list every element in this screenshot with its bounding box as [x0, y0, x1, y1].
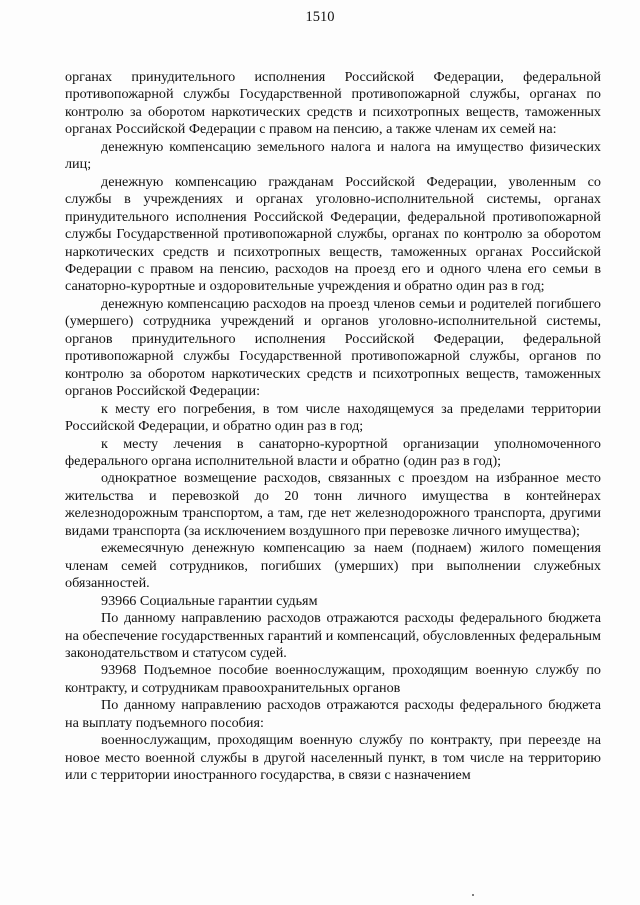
paragraph-family-travel-compensation: денежную компенсацию расходов на проезд членов семьи и родителей погибшего (умершего) сотрудника учреждений и органов уголовно-исполнительной системы, органов принудительного исполнения Российской Федерации, федеральной противопожарной службы Государственной противопожарной службы, органов по контролю за оборотом наркотических средств и психотропных веществ, таможенных органов Российской Федерации: — [65, 295, 601, 400]
paragraph-sanatorium-travel: к месту лечения в санаторно-курортной организации уполномоченного федерального органа исполнительной власти и обратно (один раз в год); — [65, 435, 601, 469]
paragraph-housing-rent-compensation: ежемесячную денежную компенсацию за наем (поднаем) жилого помещения членам семей сотрудников, погибших (умерших) при выполнении служебных обязанностей. — [65, 540, 601, 592]
paragraph-lifting-allowance: По данному направлению расходов отражаются расходы федерального бюджета на выплату подъемного пособия: — [65, 697, 601, 731]
section-heading-93968: 93968 Подъемное пособие военнослужащим, проходящим военную службу по контракту, и сотрудникам правоохранительных органов — [65, 662, 601, 696]
paragraph-relocation-reimbursement: однократное возмещение расходов, связанных с проездом на избранное место жительства и перевозкой до 20 тонн личного имущества в контейнерах железнодорожным транспортом, а там, где нет железнодорожного транспорта, другими видами транспорта (за исключением воздушного при перевозке личного имущества); — [65, 470, 601, 539]
document-body — [65, 69, 601, 785]
paragraph-judges-guarantees: По данному направлению расходов отражаются расходы федерального бюджета на обеспечение государственных гарантий и компенсаций, обусловленных федеральным законодательством и статусом судей. — [65, 610, 601, 661]
paragraph-contract-servicemen: военнослужащим, проходящим военную службу по контракту, при переезде на новое место военной службы в другой населенный пункт, в том числе на территорию или с территории иностранного государства, в связи с назначением — [65, 732, 601, 784]
paragraph-intro: органах принудительного исполнения Российской Федерации, федеральной противопожарной службы Государственной противопожарной службы, органах по контролю за оборотом наркотических средств и психотропных веществ, таможенных органах Российской Федерации с правом на пенсию, а также членам их семей на: — [65, 69, 601, 138]
paragraph-travel-compensation-retirees: денежную компенсацию гражданам Российской Федерации, уволенным со службы в учреждениях и органах уголовно-исполнительной системы, органах принудительного исполнения Российской Федерации, федеральной противопожарной службы Государственной противопожарной службы, органах по контролю за оборотом наркотических средств и психотропных веществ, таможенных органах Российской Федерации с правом на пенсию, расходов на проезд его и одного члена его семьи в санаторно-курортные и оздоровительные учреждения и обратно один раз в год; — [65, 173, 601, 295]
scan-speck — [472, 894, 474, 896]
page-number: 1510 — [305, 9, 335, 25]
section-heading-93966: 93966 Социальные гарантии судьям — [101, 592, 318, 609]
paragraph-burial-place-travel: к месту его погребения, в том числе находящемуся за пределами территории Российской Федерации, и обратно один раз в год; — [65, 400, 601, 435]
paragraph-land-tax-compensation: денежную компенсацию земельного налога и налога на имущество физических лиц; — [65, 138, 601, 173]
